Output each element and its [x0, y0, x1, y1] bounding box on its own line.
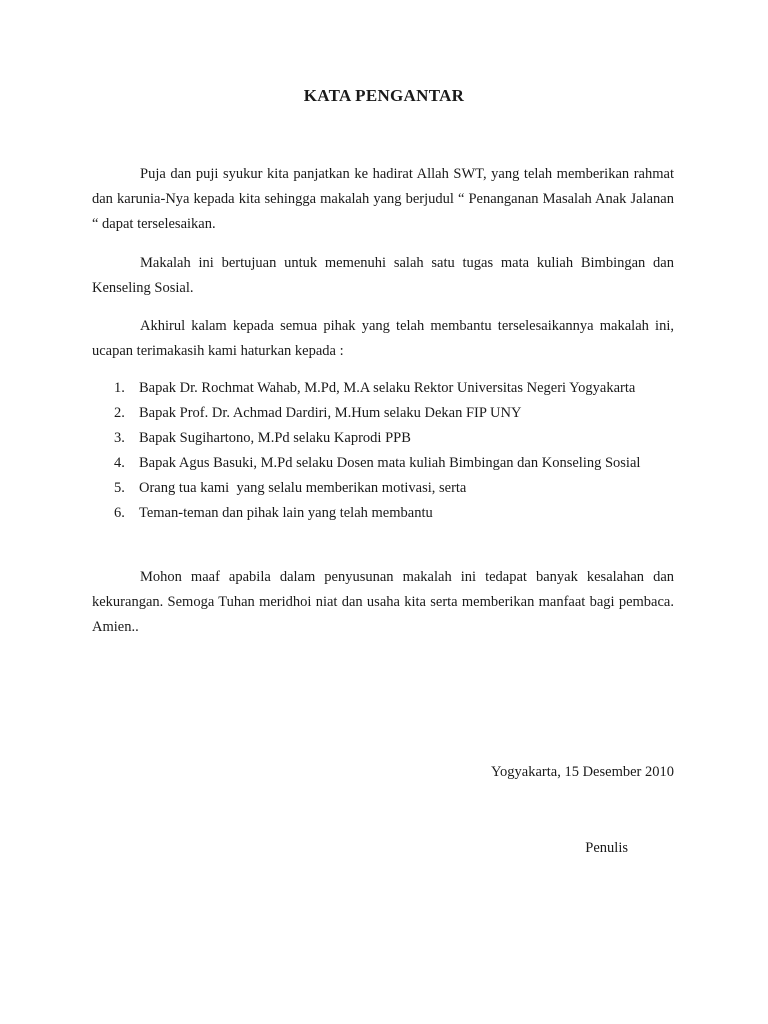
list-item — [92, 476, 674, 501]
list-item — [92, 401, 674, 426]
list-item-number: 4. — [114, 455, 125, 471]
list-item-number: 1. — [114, 380, 125, 396]
list-item-number: 5. — [114, 480, 125, 496]
list-item — [92, 501, 674, 526]
paragraph-thanks-intro: Akhirul kalam kepada semua pihak yang telah membantu terselesaikannya makalah ini, ucapan terimakasih kami haturkan kepada : — [92, 318, 674, 359]
list-item-text: Orang tua kami yang selalu memberikan motivasi, serta — [139, 480, 467, 496]
list-item-text: Bapak Prof. Dr. Achmad Dardiri, M.Hum selaku Dekan FIP UNY — [139, 405, 522, 421]
list-item-number: 6. — [114, 505, 125, 521]
page-title: KATA PENGANTAR — [303, 86, 465, 105]
list-item — [92, 376, 674, 401]
paragraph-purpose: Makalah ini bertujuan untuk memenuhi salah satu tugas mata kuliah Bimbingan dan Kenseling Sosial. — [92, 255, 674, 296]
place-date: Yogyakarta, 15 Desember 2010 — [491, 764, 674, 780]
list-item — [92, 451, 674, 476]
list-item-text: Bapak Dr. Rochmat Wahab, M.Pd, M.A selaku Rektor Universitas Negeri Yogyakarta — [139, 380, 636, 396]
list-item-text: Bapak Agus Basuki, M.Pd selaku Dosen mata kuliah Bimbingan dan Konseling Sosial — [139, 455, 641, 471]
acknowledgement-list — [92, 376, 674, 526]
paragraph-opening: Puja dan puji syukur kita panjatkan ke hadirat Allah SWT, yang telah memberikan rahmat dan karunia-Nya kepada kita sehingga makalah yang berjudul “ Penanganan Masalah Anak Jalanan “ dapat terselesaikan. — [92, 166, 674, 232]
list-item-number: 3. — [114, 430, 125, 446]
signer-name: Penulis — [585, 840, 628, 856]
list-item-text: Bapak Sugihartono, M.Pd selaku Kaprodi PPB — [139, 430, 411, 446]
list-item — [92, 426, 674, 451]
list-item-text: Teman-teman dan pihak lain yang telah membantu — [139, 505, 433, 521]
list-item-number: 2. — [114, 405, 125, 421]
paragraph-closing: Mohon maaf apabila dalam penyusunan makalah ini tedapat banyak kesalahan dan kekurangan. Semoga Tuhan meridhoi niat dan usaha kita serta memberikan manfaat bagi pembaca. Amien.. — [92, 569, 674, 635]
